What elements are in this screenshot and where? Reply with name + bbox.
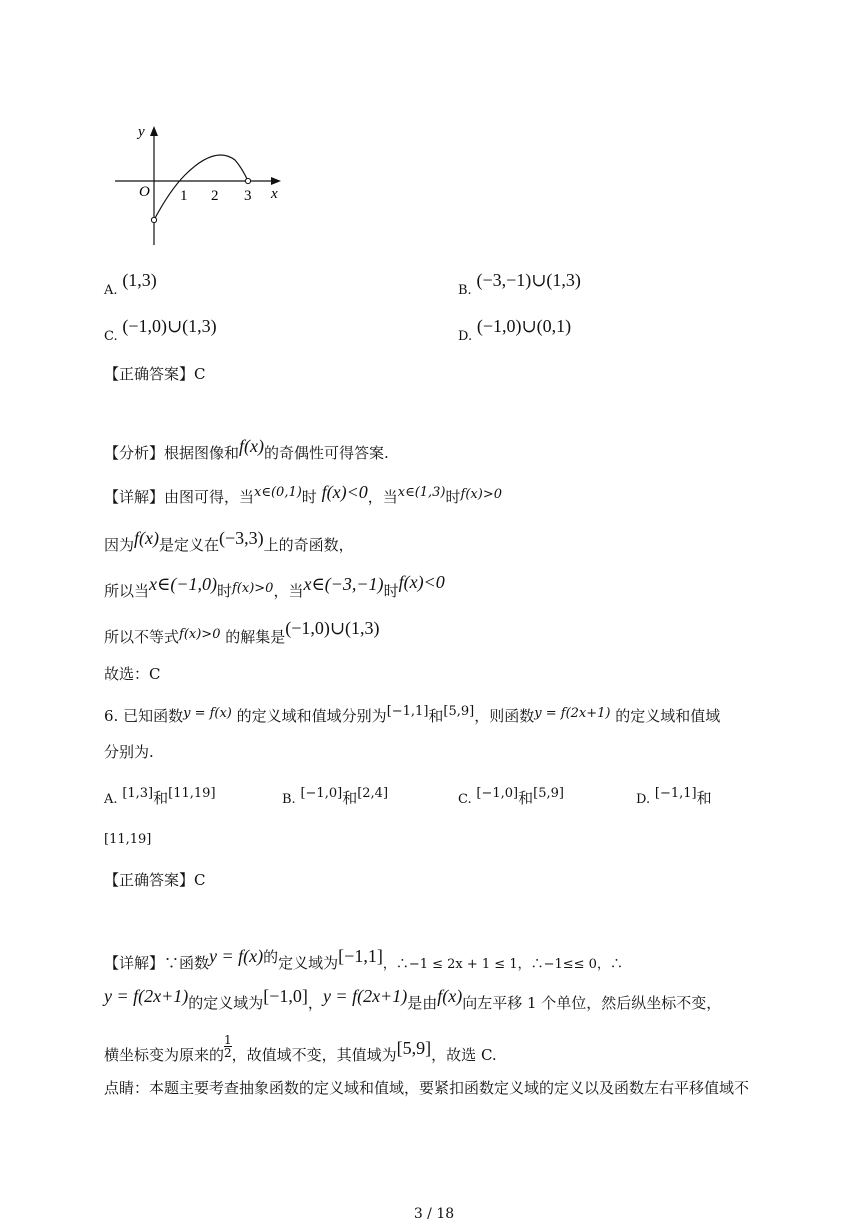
open-point-y-intercept — [151, 217, 156, 222]
one-half-fraction — [224, 1034, 232, 1059]
q5-detail-line-3 — [104, 572, 445, 605]
q5-detail2-text-c: 上的奇函数， — [263, 536, 354, 554]
q6-detail3-text-a: 横坐标变为原来的 — [104, 1046, 225, 1064]
page-number: 3 / 18 — [413, 1206, 455, 1222]
q5-option-b-letter: B. — [458, 283, 472, 298]
q6-detail3-math-1: [5,9] — [396, 1038, 432, 1058]
function-graph — [110, 120, 290, 250]
q6-stem-line-2: 分别为. — [104, 743, 154, 761]
q5-detail1-math-3: x∈(1,3) — [397, 485, 446, 500]
q6-detail2-text-d: 向左平移 1 个单位，然后纵坐标不变， — [462, 994, 722, 1012]
tick-label-1: 1 — [180, 188, 188, 204]
q5-option-d — [458, 316, 572, 349]
q6-detail2-text-b: ， — [307, 994, 323, 1012]
q5-detail4-text-a: 所以不等式 — [104, 628, 180, 646]
q5-detail3-math-4: f(x)<0 — [398, 572, 445, 592]
y-axis-label: y — [138, 124, 145, 140]
q6-option-c-letter: C. — [458, 792, 472, 807]
origin-label: O — [139, 184, 150, 200]
q6-option-b — [282, 786, 388, 812]
q6-stem-text-d: ，则函数 — [474, 707, 535, 725]
q5-detail3-math-2: f(x)>0 — [231, 581, 274, 596]
open-point-x3 — [245, 178, 250, 183]
q6-stem-text-e: 的定义域和值域 — [615, 707, 721, 725]
q6-detail2-math-1: y = f(2x+1) — [104, 986, 189, 1006]
q6-option-b-math-1: [−1,0] — [300, 786, 343, 801]
tick-label-3: 3 — [244, 188, 252, 204]
q6-stem-math-2: [−1,1] — [386, 704, 429, 719]
q5-option-a-math: (1,3) — [122, 270, 157, 290]
q6-option-b-math-2: [2,4] — [357, 786, 389, 801]
q5-detail1-math-2: f(x)<0 — [321, 482, 368, 502]
q6-option-a-math-2: [11,19] — [168, 786, 216, 801]
q6-comment: 点睛：本题主要考查抽象函数的定义域和值域，要紧扣函数定义域的定义以及函数左右平移值域不 — [104, 1079, 750, 1097]
q5-detail4-math-2: (−1,0)∪(1,3) — [285, 618, 380, 638]
q5-option-a-letter: A. — [104, 283, 118, 298]
q6-option-a-letter: A. — [104, 792, 118, 807]
q6-detail3-text-b: ，故值域不变，其值域为 — [231, 1046, 397, 1064]
fraction-numerator: 1 — [224, 1032, 232, 1047]
q5-detail1-text-c: ，当 — [367, 488, 398, 506]
q5-option-b — [458, 270, 581, 303]
q5-detail2-math-1: f(x) — [134, 528, 159, 548]
q6-option-b-letter: B. — [282, 792, 296, 807]
q5-detail3-math-1: x∈(−1,0) — [149, 574, 217, 594]
q6-detail2-text-c: 是由 — [407, 994, 438, 1012]
q6-option-c — [458, 786, 564, 812]
q6-option-c-math-2: [5,9] — [533, 786, 564, 801]
q6-option-d-math-2: [11,19] — [104, 832, 152, 847]
q6-stem-line-1 — [104, 704, 720, 730]
q6-option-a — [104, 786, 216, 812]
q5-detail1-math-1: x∈(0,1) — [254, 485, 302, 500]
q6-option-d-math-1: [−1,1] — [654, 786, 697, 801]
q6-detail1-text-a: 【详解】∵函数 — [104, 954, 210, 972]
q6-stem-text-b: 的定义域和值域分别为 — [236, 707, 387, 725]
q6-stem-text-a: 6. 已知函数 — [104, 707, 184, 725]
q6-option-a-math-1: [1,3] — [122, 786, 154, 801]
x-axis-label: x — [271, 186, 278, 202]
q5-option-d-letter: D. — [458, 329, 473, 344]
q6-option-b-and: 和 — [342, 789, 358, 807]
q5-option-c — [104, 316, 217, 349]
q5-choose: 故选：C — [104, 665, 161, 683]
q6-option-d-letter: D. — [636, 792, 651, 807]
q6-detail1-math-2: [−1,1] — [338, 946, 383, 966]
fraction-denominator: 2 — [224, 1045, 232, 1060]
curve — [154, 155, 248, 220]
q5-detail1-text-a: 【详解】由图可得，当 — [104, 488, 255, 506]
q6-detail2-math-2: [−1,0] — [263, 986, 308, 1006]
q5-detail3-text-a: 所以当 — [104, 582, 150, 600]
q5-detail3-text-b: 时 — [216, 582, 232, 600]
q6-stem-math-4: y = f(2x+1) — [534, 706, 611, 721]
q5-analysis-text-a: 【分析】根据图像和 — [104, 444, 240, 462]
q5-option-b-math: (−3,−1)∪(1,3) — [476, 270, 581, 290]
q6-detail1-text-b: 的 — [263, 948, 279, 966]
q6-stem-math-1: y = f(x) — [183, 706, 232, 721]
x-axis-arrow — [271, 177, 281, 185]
q5-detail3-text-c: ，当 — [273, 582, 304, 600]
q6-detail2-math-4: f(x) — [437, 986, 463, 1006]
q5-detail-line-1 — [104, 484, 502, 511]
q5-option-d-math: (−1,0)∪(0,1) — [476, 316, 572, 336]
q5-analysis-math: f(x) — [239, 436, 264, 456]
q6-detail1-math-1: y = f(x) — [209, 946, 264, 966]
tick-label-2: 2 — [211, 188, 219, 204]
q6-option-d-continuation — [104, 826, 151, 852]
q5-detail4-text-b: 的解集是 — [225, 628, 286, 646]
q6-detail3-text-c: ，故选 C. — [431, 1046, 497, 1064]
y-axis-arrow — [150, 126, 158, 136]
q5-detail3-math-3: x∈(−3,−1) — [303, 574, 384, 594]
q6-stem-text-c: 和 — [428, 707, 444, 725]
q5-detail3-text-d: 时 — [383, 582, 399, 600]
q5-detail2-text-b: 是定义在 — [159, 536, 220, 554]
q6-detail-line-2 — [104, 986, 722, 1015]
q6-detail-line-3 — [104, 1032, 497, 1069]
q5-answer: 【正确答案】C — [104, 365, 206, 383]
q5-analysis — [104, 436, 389, 465]
q5-detail4-math-1: f(x)>0 — [179, 627, 221, 642]
q5-detail1-text-b: 时 — [301, 488, 317, 506]
q6-detail-line-1 — [104, 946, 623, 977]
q6-option-d-and: 和 — [696, 789, 712, 807]
q6-option-c-and: 和 — [518, 789, 534, 807]
q6-detail2-math-3: y = f(2x+1) — [322, 986, 408, 1006]
q5-option-a — [104, 270, 157, 303]
q6-detail1-text-c: 定义域为 — [278, 954, 339, 972]
q6-detail2-text-a: 的定义域为 — [188, 994, 264, 1012]
q5-detail2-math-2: (−3,3) — [219, 528, 264, 548]
q5-detail-line-4 — [104, 618, 380, 651]
q6-detail1-math-3: ，∴−1 ≤ 2x + 1 ≤ 1，∴−1≤≤ 0，∴ — [382, 957, 623, 972]
q6-option-a-and: 和 — [153, 789, 169, 807]
q5-detail2-text-a: 因为 — [104, 536, 135, 554]
q6-stem-math-3: [5,9] — [443, 704, 475, 719]
q5-detail1-text-d: 时 — [445, 488, 461, 506]
q5-option-c-letter: C. — [104, 329, 118, 344]
q5-option-c-math: (−1,0)∪(1,3) — [122, 316, 217, 336]
q6-option-d — [636, 786, 712, 812]
q5-detail-line-2 — [104, 528, 354, 557]
q6-option-c-math-1: [−1,0] — [476, 786, 519, 801]
q5-analysis-text-b: 的奇偶性可得答案. — [264, 444, 389, 462]
q6-answer: 【正确答案】C — [104, 871, 206, 889]
q5-detail1-math-4: f(x)>0 — [460, 487, 502, 502]
